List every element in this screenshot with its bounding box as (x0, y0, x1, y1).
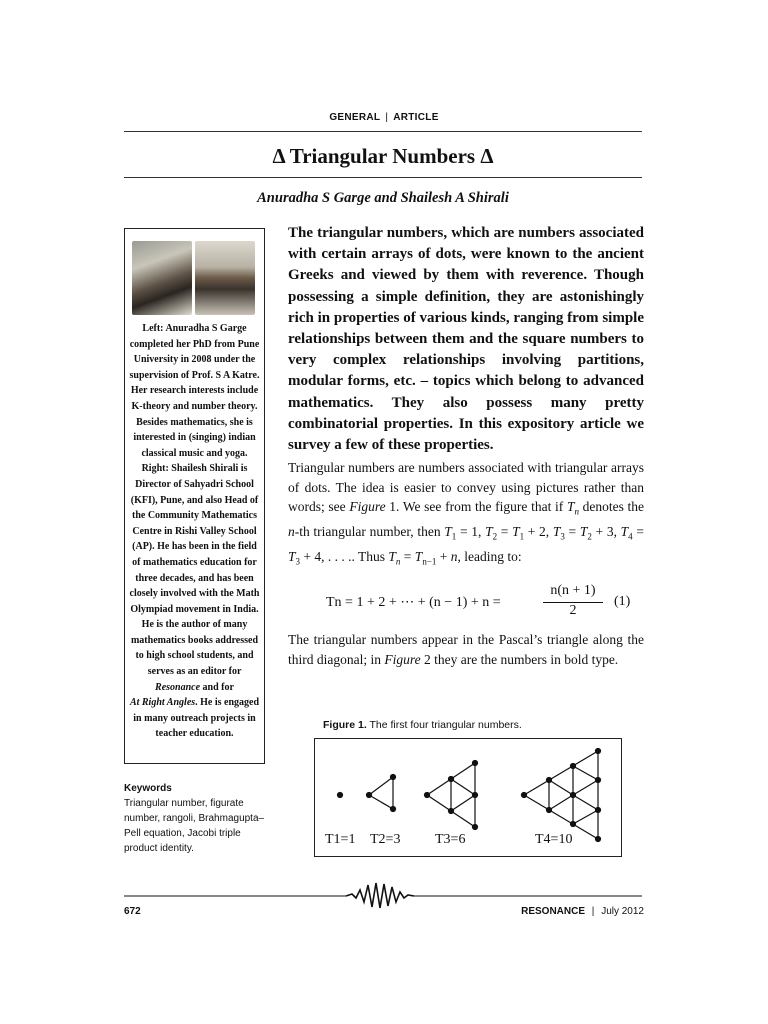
t1-label: T1=1 (325, 832, 356, 847)
para1-text-d: -th triangular number, then (294, 524, 441, 540)
keywords-text: Triangular number, figurate number, rangoli, Brahmagupta–Pell equation, Jacobi triple product identity. (124, 798, 265, 854)
para1-text-c: denotes the (582, 499, 645, 514)
para1-text-b: 1. We see from the figure that if (389, 499, 564, 514)
author-bios (129, 321, 260, 742)
page-number: 672 (124, 906, 141, 917)
issue-date: July 2012 (601, 906, 644, 917)
equation-lhs: Tn = 1 + 2 + ⋯ + (n − 1) + n = (326, 595, 501, 610)
para1-text-a: Triangular numbers are numbers associated with triangular arrays of dots. The idea is easier to convey using pictures rather than words; see (288, 460, 644, 514)
t4-label: T4=10 (535, 832, 573, 847)
authors: Anuradha S Garge and Shailesh A Shirali (257, 190, 509, 206)
para2-text-a: The triangular numbers appear in the Pascal’s triangle along the third diagonal; in (288, 632, 644, 667)
title-rule (124, 177, 642, 178)
author-photo-shirali (195, 241, 255, 315)
bio-shirali-part2: . He is engaged in many outreach projects in teacher education. (133, 697, 260, 740)
figure-1-box (314, 738, 622, 857)
para1-text-e: . Thus (351, 549, 386, 565)
keywords-block (124, 781, 270, 856)
equation-number: (1) (614, 594, 631, 609)
bio-shirali-part1: Right: Shailesh Shirali is Director of Sahyadri School (KFI), Pune, and also Head of the Community Mathematics Centre in Rishi Valley School (AP). He has been in the field of mathematics education for three decades, and has been closely involved with the Math Olympiad movement in India. He is the author of many mathematics books addressed to high school students, and serves as an editor for (129, 463, 260, 678)
footer-separator: | (591, 906, 595, 917)
equation-denominator: 2 (569, 603, 577, 618)
article-type-label: ARTICLE (393, 112, 439, 123)
author-bio-box (124, 228, 265, 764)
figure-caption (323, 719, 623, 731)
journal-footer (521, 906, 644, 917)
figure-ref-2: Figure (384, 651, 421, 667)
equation-numerator: n(n + 1) (550, 583, 596, 598)
bio-resonance: Resonance (155, 681, 201, 693)
paragraph-intro: Triangular numbers are numbers associated with triangular arrays of dots. The idea is easier to convey using pictures rather than words; see Figure 1. We see from the figure that if $T_n$ denotes the n-th triangular number, then $T_1 = 1$, $T_2 = T_1 + 2$, $T_3 = T_2 + 3$, $T_4 = T_3 + 4$, . . . .. Thus $T_n = T_{n-1} + n$, leading to: (288, 460, 645, 568)
section-header (0, 112, 768, 123)
header-rule (124, 131, 642, 132)
bio-and-for: and for (202, 681, 234, 693)
figure-label: Figure 1. (323, 719, 367, 731)
t3-triangle (425, 761, 478, 830)
author-photo-garge (132, 241, 192, 315)
header-separator: | (385, 112, 389, 123)
page-title: Δ Triangular Numbers Δ (272, 144, 494, 168)
t2-label: T2=3 (370, 832, 401, 847)
equation-1 (300, 584, 640, 624)
triangular-dot-diagram (315, 739, 621, 856)
para1-text-f: , leading to: (457, 549, 522, 565)
t1-dot (338, 793, 343, 798)
bio-at-right-angles: At Right Angles (129, 697, 196, 709)
bio-garge: Left: Anuradha S Garge completed her PhD from Pune University in 2008 under the supervision of Prof. S A Katre. Her research interests include K-theory and number theory. Besides mathematics, she is interested in (singing) indian classical music and yoga. (129, 323, 260, 459)
t4-triangle (522, 749, 601, 842)
abstract: The triangular numbers, which are numbers associated with certain arrays of dots, were known to the ancient Greeks and viewed by them with reverence. Though possessing a simple definition, they are astonishingly rich in properties of various kinds, ranging from simple relationships between them and the square numbers to very complex relationships involving partitions, modular forms, etc. – topics which belong to advanced mathematics. They also possess many pretty combinatorial properties. In this expository article we survey a few of these properties. (288, 225, 644, 454)
t3-label: T3=6 (435, 832, 466, 847)
t2-triangle (367, 775, 396, 812)
figure-ref: Figure (349, 499, 386, 514)
paragraph-pascal (288, 630, 644, 669)
keywords-heading: Keywords (124, 783, 172, 794)
figure-caption-text: The first four triangular numbers. (369, 719, 522, 731)
section-label: GENERAL (329, 112, 381, 123)
journal-name: RESONANCE (521, 906, 586, 917)
para2-text-b: 2 they are the numbers in bold type. (423, 651, 619, 667)
